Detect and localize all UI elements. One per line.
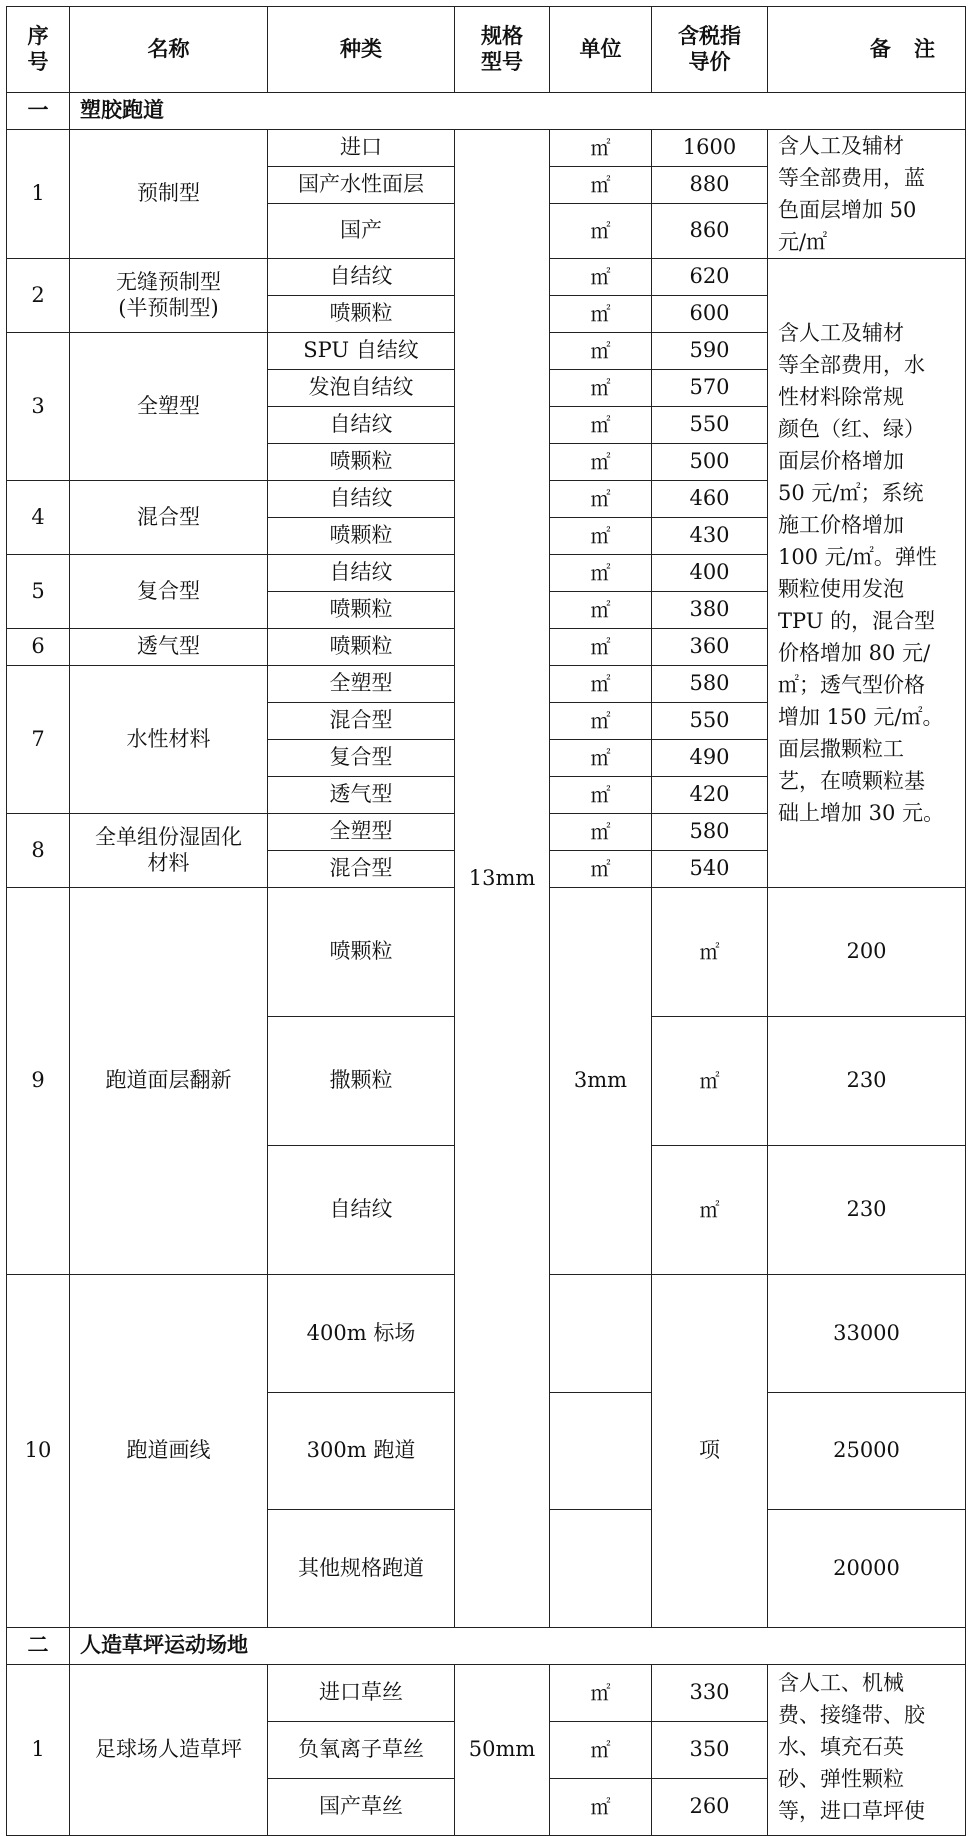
row-name: 无缝预制型 (半预制型) bbox=[70, 259, 268, 333]
price-sheet bbox=[6, 6, 966, 1836]
price-table bbox=[6, 6, 966, 1836]
row-price: 600 bbox=[652, 296, 768, 333]
row-name: 跑道面层翻新 bbox=[70, 888, 268, 1275]
row-kind: 自结纹 bbox=[268, 407, 455, 444]
row-name: 透气型 bbox=[70, 629, 268, 666]
row-note: 含人工及辅材 等全部费用，蓝 色面层增加 50 元/㎡ bbox=[768, 130, 966, 259]
row-unit: ㎡ bbox=[550, 592, 652, 629]
row-price: 230 bbox=[768, 1017, 966, 1146]
section-row bbox=[7, 1628, 966, 1665]
row-unit: ㎡ bbox=[550, 555, 652, 592]
row-unit: ㎡ bbox=[550, 1722, 652, 1779]
row-unit: ㎡ bbox=[550, 130, 652, 167]
row-price: 880 bbox=[652, 167, 768, 204]
row-name: 全塑型 bbox=[70, 333, 268, 481]
row-unit: ㎡ bbox=[550, 407, 652, 444]
row-kind: 自结纹 bbox=[268, 555, 455, 592]
row-kind: 发泡自结纹 bbox=[268, 370, 455, 407]
row-name: 复合型 bbox=[70, 555, 268, 629]
row-seq: 2 bbox=[7, 259, 70, 333]
row-unit: ㎡ bbox=[550, 666, 652, 703]
header-row bbox=[7, 7, 966, 93]
row-kind: 全塑型 bbox=[268, 814, 455, 851]
row-kind: 自结纹 bbox=[268, 481, 455, 518]
row-seq: 10 bbox=[7, 1275, 70, 1628]
row-unit: ㎡ bbox=[652, 888, 768, 1017]
row-price: 400 bbox=[652, 555, 768, 592]
row-price: 500 bbox=[652, 444, 768, 481]
row-price: 430 bbox=[652, 518, 768, 555]
row-price: 33000 bbox=[768, 1275, 966, 1393]
row-price: 550 bbox=[652, 703, 768, 740]
row-seq: 1 bbox=[7, 1665, 70, 1836]
row-price: 380 bbox=[652, 592, 768, 629]
row-kind: 混合型 bbox=[268, 703, 455, 740]
row-name: 跑道画线 bbox=[70, 1275, 268, 1628]
row-price: 570 bbox=[652, 370, 768, 407]
header-name: 名称 bbox=[70, 7, 268, 93]
row-name: 预制型 bbox=[70, 130, 268, 259]
row-note: 含人工及辅材 等全部费用，水 性材料除常规 颜色（红、绿） 面层价格增加 50 元/㎡；系统 施工价格增加 100 元/㎡。弹性 颗粒使用发泡 TPU 的，混合型 价格增加 80 元/ ㎡；透气型价格 增加 150 元/㎡。 面层撒颗粒工 艺，在喷颗粒基 础上增加 30 元。 bbox=[768, 259, 966, 888]
row-unit: ㎡ bbox=[550, 1665, 652, 1722]
row-price: 540 bbox=[652, 851, 768, 888]
row-name: 足球场人造草坪 bbox=[70, 1665, 268, 1836]
row-unit: 项 bbox=[652, 1275, 768, 1628]
row-price: 350 bbox=[652, 1722, 768, 1779]
row-kind: 喷颗粒 bbox=[268, 518, 455, 555]
row-price: 620 bbox=[652, 259, 768, 296]
table-row bbox=[7, 1665, 966, 1722]
row-unit: ㎡ bbox=[550, 1779, 652, 1836]
row-unit: ㎡ bbox=[550, 740, 652, 777]
row-price: 20000 bbox=[768, 1510, 966, 1628]
row-unit: ㎡ bbox=[550, 296, 652, 333]
row-price: 460 bbox=[652, 481, 768, 518]
row-kind: 国产 bbox=[268, 204, 455, 259]
row-price: 580 bbox=[652, 814, 768, 851]
row-kind: 透气型 bbox=[268, 777, 455, 814]
header-unit: 单位 bbox=[550, 7, 652, 93]
row-seq: 5 bbox=[7, 555, 70, 629]
header-note: 备 注 bbox=[768, 7, 966, 93]
row-kind: 其他规格跑道 bbox=[268, 1510, 455, 1628]
header-spec: 规格 型号 bbox=[455, 7, 550, 93]
header-kind: 种类 bbox=[268, 7, 455, 93]
row-unit: ㎡ bbox=[550, 259, 652, 296]
row-kind: 自结纹 bbox=[268, 259, 455, 296]
row-kind: 喷颗粒 bbox=[268, 629, 455, 666]
row-seq: 6 bbox=[7, 629, 70, 666]
row-seq: 4 bbox=[7, 481, 70, 555]
row-kind: 负氧离子草丝 bbox=[268, 1722, 455, 1779]
section-row bbox=[7, 93, 966, 130]
row-unit: ㎡ bbox=[550, 167, 652, 204]
row-price: 860 bbox=[652, 204, 768, 259]
row-seq: 9 bbox=[7, 888, 70, 1275]
row-name: 混合型 bbox=[70, 481, 268, 555]
header-seq: 序 号 bbox=[7, 7, 70, 93]
row-spec: 13mm bbox=[455, 130, 550, 1628]
row-name: 全单组份湿固化 材料 bbox=[70, 814, 268, 888]
row-unit: ㎡ bbox=[550, 851, 652, 888]
row-kind: 自结纹 bbox=[268, 1146, 455, 1275]
section-number: 二 bbox=[7, 1628, 70, 1665]
row-seq: 3 bbox=[7, 333, 70, 481]
row-price: 490 bbox=[652, 740, 768, 777]
row-unit: ㎡ bbox=[550, 629, 652, 666]
row-seq: 8 bbox=[7, 814, 70, 888]
row-unit: ㎡ bbox=[652, 1146, 768, 1275]
row-price: 550 bbox=[652, 407, 768, 444]
row-price: 580 bbox=[652, 666, 768, 703]
row-unit: ㎡ bbox=[550, 481, 652, 518]
row-kind: 喷颗粒 bbox=[268, 444, 455, 481]
row-spec: 3mm bbox=[550, 888, 652, 1275]
row-kind: 全塑型 bbox=[268, 666, 455, 703]
row-kind: 撒颗粒 bbox=[268, 1017, 455, 1146]
row-kind: 进口草丝 bbox=[268, 1665, 455, 1722]
row-price: 200 bbox=[768, 888, 966, 1017]
row-price: 330 bbox=[652, 1665, 768, 1722]
row-unit: ㎡ bbox=[652, 1017, 768, 1146]
row-spec bbox=[550, 1392, 652, 1510]
row-price: 230 bbox=[768, 1146, 966, 1275]
table-row bbox=[7, 130, 966, 167]
row-unit: ㎡ bbox=[550, 518, 652, 555]
row-kind: 国产草丝 bbox=[268, 1779, 455, 1836]
row-kind: SPU 自结纹 bbox=[268, 333, 455, 370]
row-kind: 喷颗粒 bbox=[268, 592, 455, 629]
row-kind: 混合型 bbox=[268, 851, 455, 888]
row-price: 260 bbox=[652, 1779, 768, 1836]
row-spec: 50mm bbox=[455, 1665, 550, 1836]
row-unit: ㎡ bbox=[550, 703, 652, 740]
section-number: 一 bbox=[7, 93, 70, 130]
row-kind: 400m 标场 bbox=[268, 1275, 455, 1393]
row-seq: 1 bbox=[7, 130, 70, 259]
row-kind: 复合型 bbox=[268, 740, 455, 777]
header-price: 含税指 导价 bbox=[652, 7, 768, 93]
row-kind: 喷颗粒 bbox=[268, 296, 455, 333]
row-kind: 进口 bbox=[268, 130, 455, 167]
row-price: 1600 bbox=[652, 130, 768, 167]
row-unit: ㎡ bbox=[550, 204, 652, 259]
section-title: 塑胶跑道 bbox=[70, 93, 966, 130]
row-unit: ㎡ bbox=[550, 444, 652, 481]
row-unit: ㎡ bbox=[550, 333, 652, 370]
row-seq: 7 bbox=[7, 666, 70, 814]
section-title: 人造草坪运动场地 bbox=[70, 1628, 966, 1665]
row-price: 25000 bbox=[768, 1392, 966, 1510]
row-price: 360 bbox=[652, 629, 768, 666]
row-spec bbox=[550, 1275, 652, 1393]
row-name: 水性材料 bbox=[70, 666, 268, 814]
row-price: 590 bbox=[652, 333, 768, 370]
row-kind: 300m 跑道 bbox=[268, 1392, 455, 1510]
row-kind: 国产水性面层 bbox=[268, 167, 455, 204]
row-price: 420 bbox=[652, 777, 768, 814]
row-unit: ㎡ bbox=[550, 777, 652, 814]
row-unit: ㎡ bbox=[550, 814, 652, 851]
row-kind: 喷颗粒 bbox=[268, 888, 455, 1017]
row-note: 含人工、机械 费、接缝带、胶 水、填充石英 砂、弹性颗粒 等，进口草坪使 bbox=[768, 1665, 966, 1836]
row-spec bbox=[550, 1510, 652, 1628]
row-unit: ㎡ bbox=[550, 370, 652, 407]
